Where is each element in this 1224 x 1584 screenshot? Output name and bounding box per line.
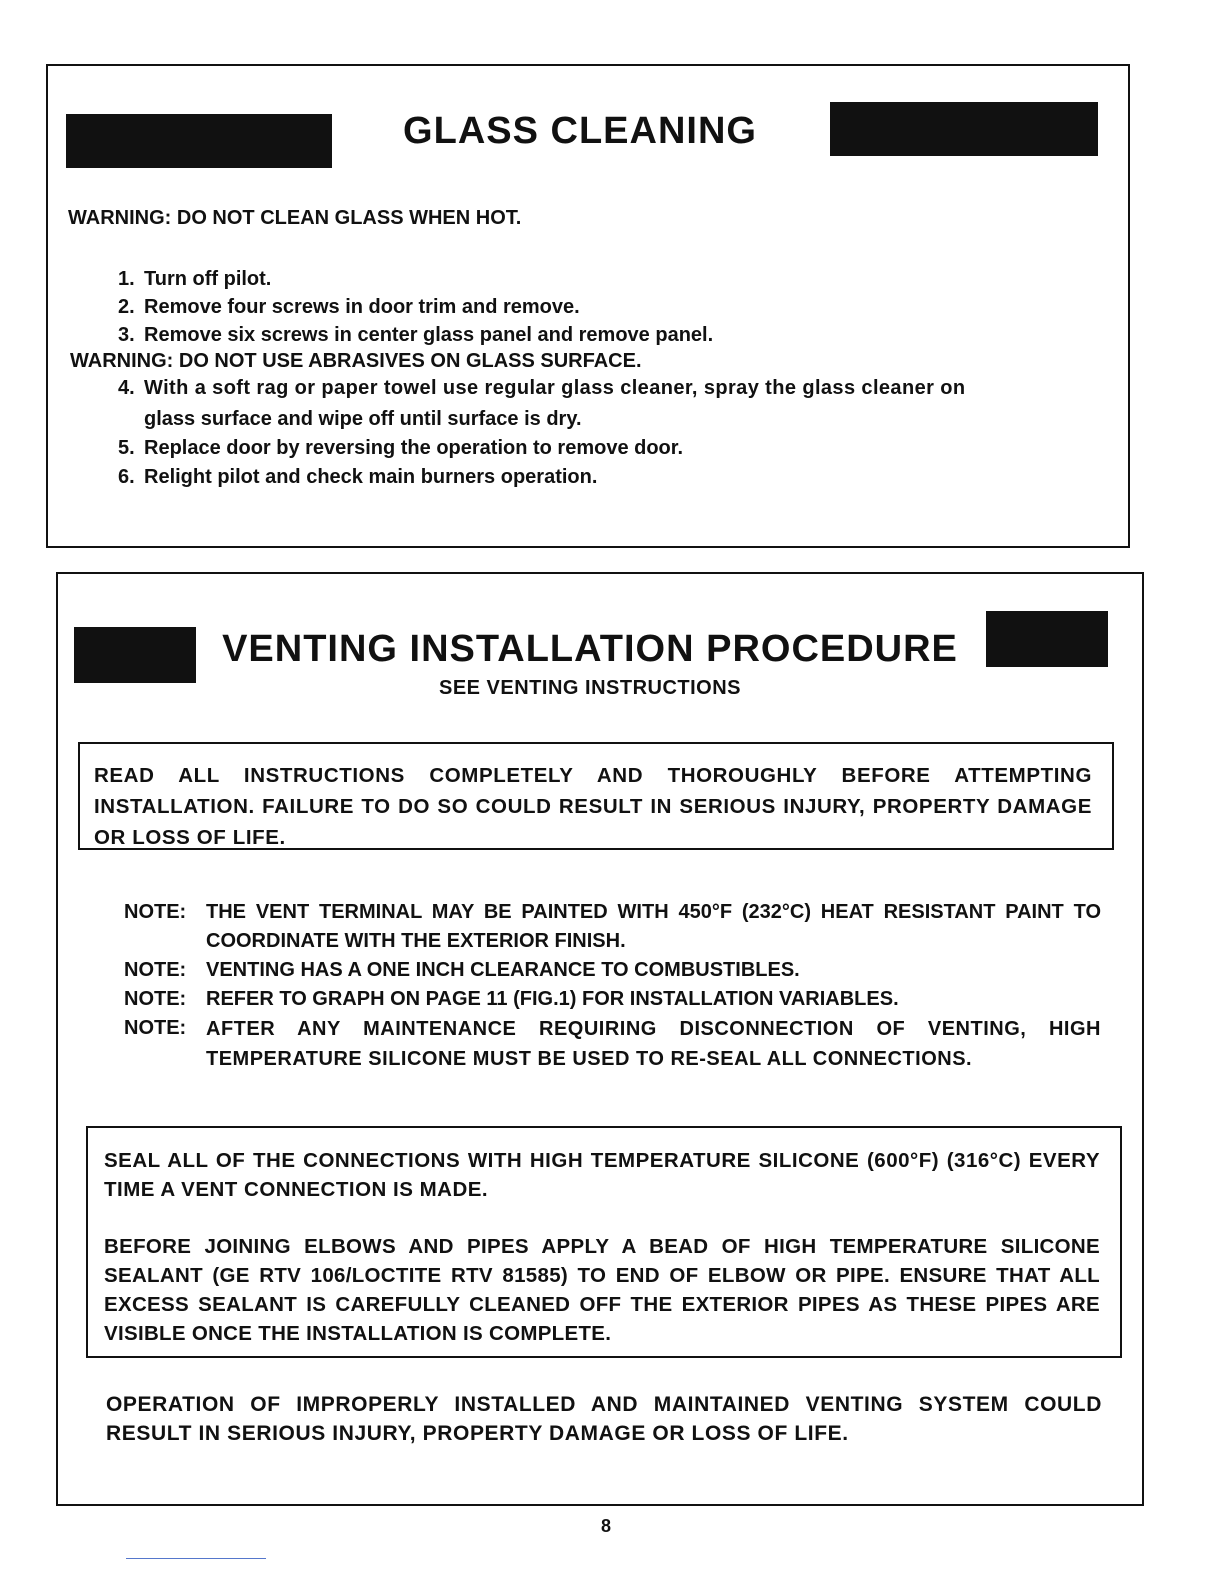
step-5 bbox=[118, 437, 683, 460]
step-3 bbox=[118, 324, 713, 347]
note-1 bbox=[124, 898, 1104, 956]
glass-cleaning-title: GLASS CLEANING bbox=[403, 110, 757, 152]
venting-title: VENTING INSTALLATION PROCEDURE bbox=[222, 628, 958, 670]
step-2 bbox=[118, 296, 580, 319]
step-text: Turn off pilot. bbox=[144, 268, 272, 290]
note-text: VENTING HAS A ONE INCH CLEARANCE TO COMBUSTIBLES. bbox=[206, 959, 800, 981]
step-number: 4. bbox=[118, 377, 135, 399]
step-number: 6. bbox=[118, 466, 135, 488]
venting-subtitle: SEE VENTING INSTRUCTIONS bbox=[438, 677, 742, 699]
seal-connections-text: SEAL ALL OF THE CONNECTIONS WITH HIGH TEMPERATURE SILICONE (600°F) (316°C) EVERY TIME A VENT CONNECTION IS MADE. bbox=[104, 1149, 1100, 1201]
note-label: NOTE: bbox=[124, 959, 187, 981]
title-bar-right bbox=[830, 102, 1098, 156]
step-text: Remove four screws in door trim and remove. bbox=[144, 296, 580, 318]
note-4 bbox=[124, 1014, 1104, 1104]
title-bar-left bbox=[74, 627, 196, 683]
step-4-continued: glass surface and wipe off until surface is dry. bbox=[144, 408, 582, 430]
title-bar-left bbox=[66, 114, 332, 168]
warning-abrasives: WARNING: DO NOT USE ABRASIVES ON GLASS SURFACE. bbox=[70, 350, 642, 372]
operation-warning: OPERATION OF IMPROPERLY INSTALLED AND MAINTAINED VENTING SYSTEM COULD RESULT IN SERIOUS INJURY, PROPERTY DAMAGE OR LOSS OF LIFE. bbox=[106, 1393, 1102, 1445]
step-text: Replace door by reversing the operation to remove door. bbox=[144, 437, 684, 459]
note-2 bbox=[124, 956, 1104, 985]
note-text: THE VENT TERMINAL MAY BE PAINTED WITH 450°F (232°C) HEAT RESISTANT PAINT TO COORDINATE WITH THE EXTERIOR FINISH. bbox=[206, 901, 1101, 952]
step-number: 1. bbox=[118, 268, 135, 290]
note-label: NOTE: bbox=[124, 901, 187, 923]
note-label: NOTE: bbox=[124, 988, 187, 1010]
step-text: With a soft rag or paper towel use regular glass cleaner, spray the glass cleaner on bbox=[144, 377, 966, 399]
note-text: AFTER ANY MAINTENANCE REQUIRING DISCONNECTION OF VENTING, HIGH TEMPERATURE SILICONE MUST BE USED TO RE-SEAL ALL CONNECTIONS. bbox=[206, 1018, 1101, 1070]
step-4 bbox=[118, 377, 965, 400]
step-number: 5. bbox=[118, 437, 135, 459]
note-label: NOTE: bbox=[124, 1017, 187, 1039]
decorative-line bbox=[126, 1558, 266, 1559]
step-1 bbox=[118, 268, 271, 291]
joining-instructions-text: BEFORE JOINING ELBOWS AND PIPES APPLY A BEAD OF HIGH TEMPERATURE SILICONE SEALANT (GE RTV 106/LOCTITE RTV 81585) TO END OF ELBOW OR PIPE. ENSURE THAT ALL EXCESS SEALANT IS CAREFULLY CLEANED OFF THE EXTERIOR PIPES AS THESE PIPES ARE VISIBLE ONCE THE INSTALLATION IS COMPLETE. bbox=[104, 1235, 1100, 1345]
read-all-warning: READ ALL INSTRUCTIONS COMPLETELY AND THOROUGHLY BEFORE ATTEMPTING INSTALLATION. FAILURE TO DO SO COULD RESULT IN SERIOUS INJURY, PROPERTY DAMAGE OR LOSS OF LIFE. bbox=[94, 764, 1092, 849]
warning-hot: WARNING: DO NOT CLEAN GLASS WHEN HOT. bbox=[68, 207, 522, 229]
step-text: Remove six screws in center glass panel and remove panel. bbox=[144, 324, 714, 346]
step-6 bbox=[118, 466, 597, 489]
page-number: 8 bbox=[601, 1516, 612, 1536]
step-number: 3. bbox=[118, 324, 135, 346]
note-text: REFER TO GRAPH ON PAGE 11 (FIG.1) FOR INSTALLATION VARIABLES. bbox=[206, 988, 899, 1010]
title-bar-right bbox=[986, 611, 1108, 667]
note-3 bbox=[124, 985, 1104, 1014]
step-number: 2. bbox=[118, 296, 135, 318]
step-text: Relight pilot and check main burners operation. bbox=[144, 466, 598, 488]
